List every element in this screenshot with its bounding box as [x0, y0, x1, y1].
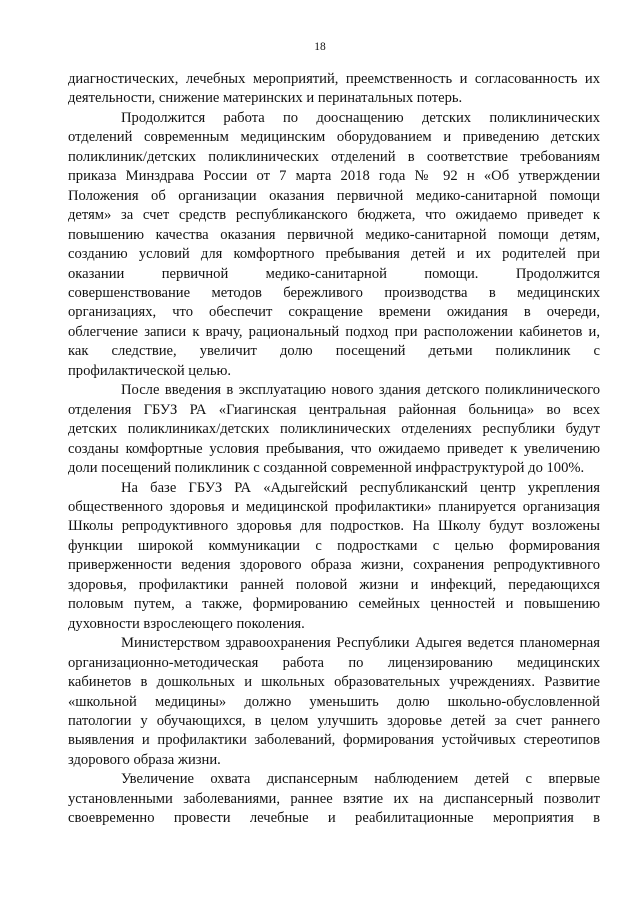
text-line: организационно-методическая работа по лицензированию медицинских — [68, 654, 600, 671]
text-line: созданы комфортные условия пребывания, что ожидаемо приведет к увеличению — [68, 440, 600, 457]
document-body — [68, 70, 600, 829]
text-line: Школы репродуктивного здоровья для подростков. На Школу будут возложены — [68, 518, 600, 535]
text-line: функции широкой коммуникации с подростками с целью формирования — [68, 537, 600, 554]
paragraph — [68, 109, 600, 381]
text-line: своевременно провести лечебные и реабилитационные мероприятия в — [68, 810, 600, 827]
text-line: Положения об организации оказания первичной медико-санитарной помощи — [68, 187, 600, 204]
text-line: организациях, что обеспечит сокращение времени ожидания в очереди, — [68, 304, 600, 321]
text-line: После введения в эксплуатацию нового здания детского поликлинического — [121, 382, 600, 399]
text-line: облегчение записи к врачу, рациональный подход при расположении кабинетов и, — [68, 323, 600, 340]
text-line: созданию условий для комфортного пребывания детей и их родителей при — [68, 246, 600, 263]
paragraph — [68, 479, 600, 635]
text-line: приверженности ведения здорового образа жизни, сохранения репродуктивного — [68, 557, 600, 574]
text-line: духовности взрослеющего поколения. — [68, 615, 305, 632]
text-line: доли посещений поликлиник с созданной современной инфраструктурой до 100%. — [68, 460, 585, 477]
text-line: общественного здоровья и медицинской профилактики» планируется организация — [68, 498, 600, 515]
text-line: половым путем, а также, формированию семейных ценностей и повышению — [68, 596, 600, 613]
text-line: Министерством здравоохранения Республики Адыгея ведется планомерная — [121, 635, 600, 652]
text-line: совершенствование методов бережливого производства в медицинских — [68, 284, 600, 301]
text-line: деятельности, снижение материнских и перинатальных потерь. — [68, 90, 463, 107]
text-line: установленными заболеваниями, раннее взятие их на диспансерный позволит — [68, 790, 600, 807]
text-line: поликлиник/детских поликлинических отделений в соответствие требованиям — [68, 148, 600, 165]
text-line: приказа Минздрава России от 7 марта 2018 года № 92 н «Об утверждении — [68, 168, 600, 185]
text-line: повышению качества оказания первичной медико-санитарной помощи детям, — [68, 226, 600, 243]
text-line: Продолжится работа по дооснащению детских поликлинических — [121, 109, 600, 126]
paragraph — [68, 634, 600, 770]
paragraph — [68, 770, 600, 828]
text-line: детских поликлиниках/детских поликлинических отделениях республики будут — [68, 421, 600, 438]
text-line: здорового образа жизни. — [68, 751, 221, 768]
page-number: 18 — [314, 41, 326, 53]
text-line: патологии у обучающихся, в целом улучшить здоровье детей за счет раннего — [68, 712, 600, 729]
text-line: детям» за счет средств республиканского бюджета, что ожидаемо приведет к — [68, 207, 600, 224]
text-line: как следствие, увеличит долю посещений детьми поликлиник с — [68, 343, 600, 360]
paragraph — [68, 381, 600, 478]
text-line: оказании первичной медико-санитарной помощи. Продолжится — [68, 265, 600, 282]
text-line: здоровья, профилактики ранней половой жизни и инфекций, передающихся — [68, 576, 600, 593]
text-line: На базе ГБУЗ РА «Адыгейский республиканский центр укрепления — [121, 479, 600, 496]
text-line: диагностических, лечебных мероприятий, преемственность и согласованность их — [68, 71, 600, 87]
paragraph — [68, 70, 600, 109]
text-line: отделения ГБУЗ РА «Гиагинская центральная районная больница» во всех — [68, 401, 600, 418]
text-line: кабинетов в дошкольных и школьных образовательных учреждениях. Развитие — [68, 674, 600, 691]
text-line: выявления и профилактики заболеваний, формирования устойчивых стереотипов — [68, 732, 600, 749]
text-line: Увеличение охвата диспансерным наблюдением детей с впервые — [121, 771, 600, 788]
text-line: отделений современным медицинским оборудованием и приведению детских — [68, 129, 600, 146]
text-line: «школьной медицины» должно уменьшить долю школьно-обусловленной — [68, 693, 600, 710]
text-line: профилактической целью. — [68, 362, 232, 379]
